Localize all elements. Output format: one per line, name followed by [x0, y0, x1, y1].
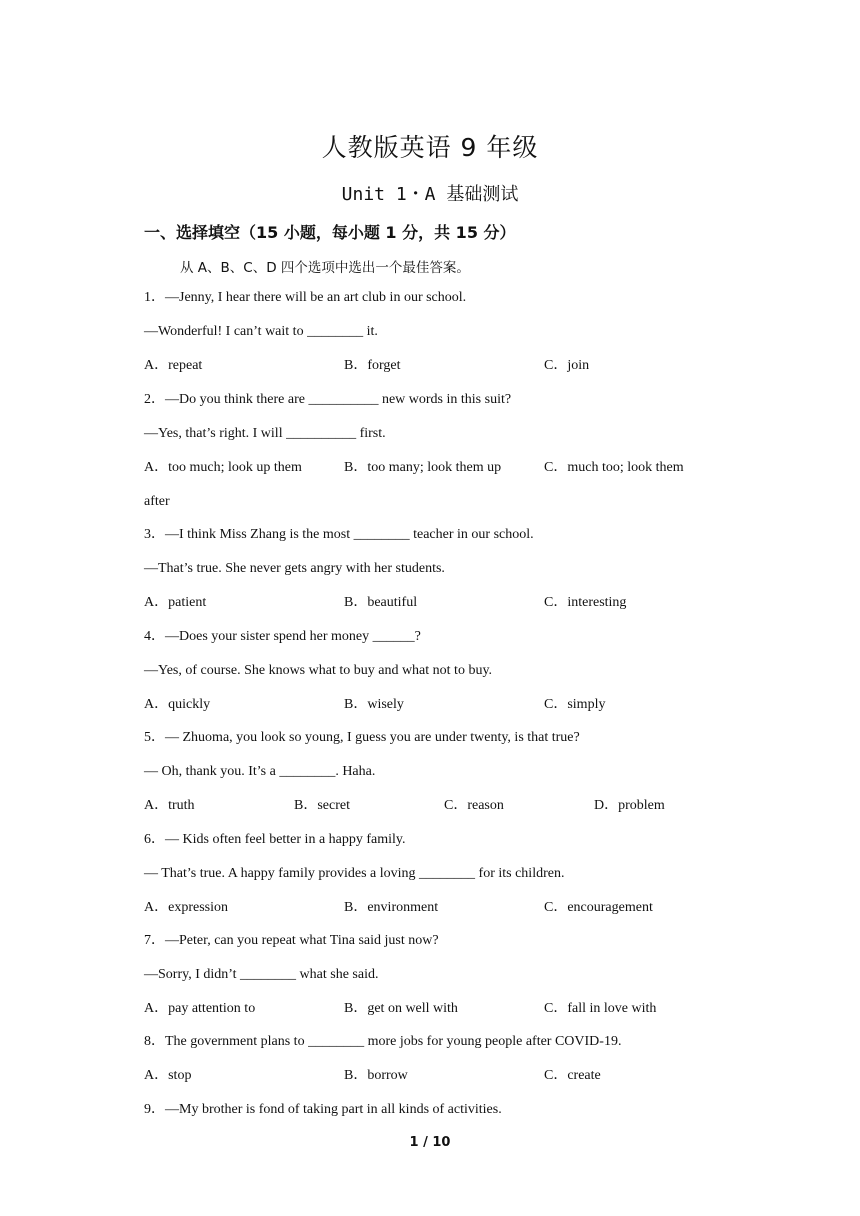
question-reply: —That’s true. She never gets angry with her students. [144, 561, 445, 576]
option-b: B．get on well with [344, 1001, 458, 1016]
question-reply: —Wonderful! I can’t wait to ________ it. [144, 324, 378, 339]
option-a: A．truth [144, 798, 195, 813]
option-c: C．interesting [544, 595, 627, 610]
option-a: A．stop [144, 1068, 192, 1083]
question-9 [144, 1100, 724, 1134]
option-row [144, 458, 724, 492]
question-stem: 9．—My brother is fond of taking part in all kinds of activities. [144, 1102, 502, 1117]
option-c: C．simply [544, 697, 606, 712]
option-c: C．much too; look them [544, 460, 684, 475]
document-title: 人教版英语 9 年级 [321, 133, 539, 162]
question-2 [144, 390, 724, 526]
option-c: C．encouragement [544, 900, 653, 915]
question-stem: 2．—Do you think there are __________ new words in this suit? [144, 392, 512, 407]
section-heading: 一、选择填空（15 小题，每小题 1 分，共 15 分） [144, 223, 516, 242]
option-b: B．environment [344, 900, 439, 915]
option-c: C．reason [444, 798, 504, 813]
option-a: A．expression [144, 900, 228, 915]
option-row [144, 695, 724, 729]
option-a: A．quickly [144, 697, 211, 712]
option-row [144, 593, 724, 627]
document-subtitle: Unit 1・A 基础测试 [341, 184, 519, 205]
option-a: A．repeat [144, 358, 203, 373]
option-b: B．forget [344, 358, 401, 373]
option-row [144, 796, 724, 830]
question-8 [144, 1032, 724, 1100]
option-c: C．join [544, 358, 590, 373]
question-stem: 4．—Does your sister spend her money ______? [144, 629, 421, 644]
question-stem: 1．—Jenny, I hear there will be an art club in our school. [144, 290, 467, 305]
question-reply: —Yes, that’s right. I will __________ first. [144, 426, 386, 441]
question-4 [144, 627, 724, 729]
question-stem: 5．— Zhuoma, you look so young, I guess you are under twenty, is that true? [144, 730, 580, 745]
question-3 [144, 525, 724, 627]
question-stem: 8．The government plans to ________ more jobs for young people after COVID-19. [144, 1034, 622, 1049]
option-b: B．secret [294, 798, 350, 813]
option-row [144, 999, 724, 1033]
page-number: 1 / 10 [409, 1135, 451, 1150]
option-b: B．too many; look them up [344, 460, 502, 475]
option-a: A．too much; look up them [144, 460, 302, 475]
option-c: C．create [544, 1068, 601, 1083]
option-row [144, 356, 724, 390]
question-5 [144, 728, 724, 830]
question-1 [144, 288, 724, 390]
question-6 [144, 830, 724, 932]
section-instruction: 从 A、B、C、D 四个选项中选出一个最佳答案。 [180, 260, 470, 276]
option-b: B．wisely [344, 697, 404, 712]
option-b: B．beautiful [344, 595, 418, 610]
question-7 [144, 931, 724, 1033]
option-row [144, 1066, 724, 1100]
question-reply: — Oh, thank you. It’s a ________. Haha. [144, 764, 376, 779]
question-stem: 7．—Peter, can you repeat what Tina said just now? [144, 933, 439, 948]
question-reply: — That’s true. A happy family provides a loving ________ for its children. [144, 866, 565, 881]
option-a: A．pay attention to [144, 1001, 256, 1016]
question-stem: 6．— Kids often feel better in a happy family. [144, 832, 406, 847]
option-a: A．patient [144, 595, 207, 610]
question-reply: —Yes, of course. She knows what to buy and what not to buy. [144, 663, 493, 678]
option-overflow-text: after [144, 494, 170, 509]
question-stem: 3．—I think Miss Zhang is the most ________ teacher in our school. [144, 527, 534, 542]
option-row [144, 898, 724, 932]
option-d: D．problem [594, 798, 665, 813]
question-reply: —Sorry, I didn’t ________ what she said. [144, 967, 379, 982]
option-c: C．fall in love with [544, 1001, 657, 1016]
option-b: B．borrow [344, 1068, 408, 1083]
